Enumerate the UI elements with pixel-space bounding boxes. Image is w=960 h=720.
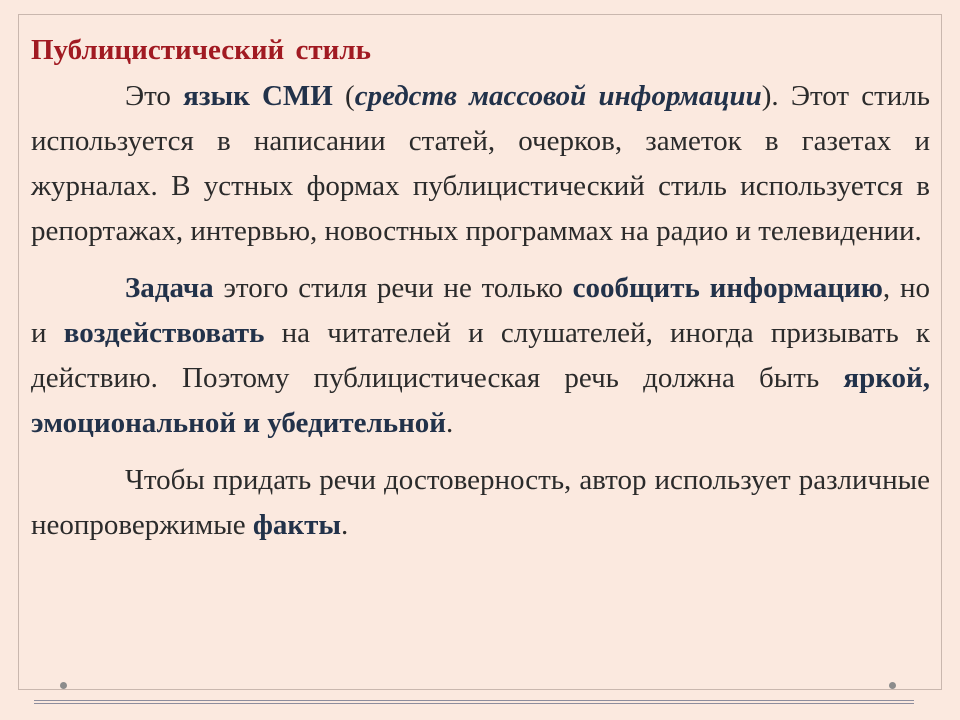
slide-content	[31, 28, 930, 560]
text-run: , но и	[31, 272, 930, 349]
text-run: .	[341, 509, 349, 541]
term-qualities: яркой, эмоциональной и убедительной	[31, 362, 930, 439]
term-inform: сообщить информацию	[572, 272, 883, 304]
text-run: ). Этот стиль используется в написании статей, очерков, заметок в газетах и журналах. В устных формах публицистический стиль используется в репортажах, интервью, новостных программах на радио и телевидении.	[31, 80, 930, 247]
text-run: этого стиля речи не только	[213, 272, 573, 304]
slide-title: Публицистический стиль	[31, 34, 371, 66]
term-influence: воздействовать	[63, 317, 265, 349]
decor-rule-bottom	[34, 703, 914, 704]
text-run: Это	[125, 80, 184, 112]
text-run: на читателей и слушателей, иногда призывать к действию. Поэтому публицистическая речь должна быть	[31, 317, 930, 394]
text-run: .	[446, 407, 454, 439]
term-mass-media: средств массовой информации	[354, 80, 762, 112]
paragraph-facts	[31, 458, 930, 548]
decor-dot-right	[889, 682, 896, 689]
decor-rule-top	[34, 700, 914, 701]
paragraph-task	[31, 266, 930, 446]
paragraph-definition	[31, 74, 930, 254]
term-task: Задача	[125, 272, 214, 304]
decor-dot-left	[60, 682, 67, 689]
term-smi: язык СМИ	[183, 80, 333, 112]
term-facts: факты	[252, 509, 341, 541]
text-run: (	[332, 80, 355, 112]
text-run: Чтобы придать речи достоверность, автор использует различные неопровержимые	[31, 464, 930, 541]
